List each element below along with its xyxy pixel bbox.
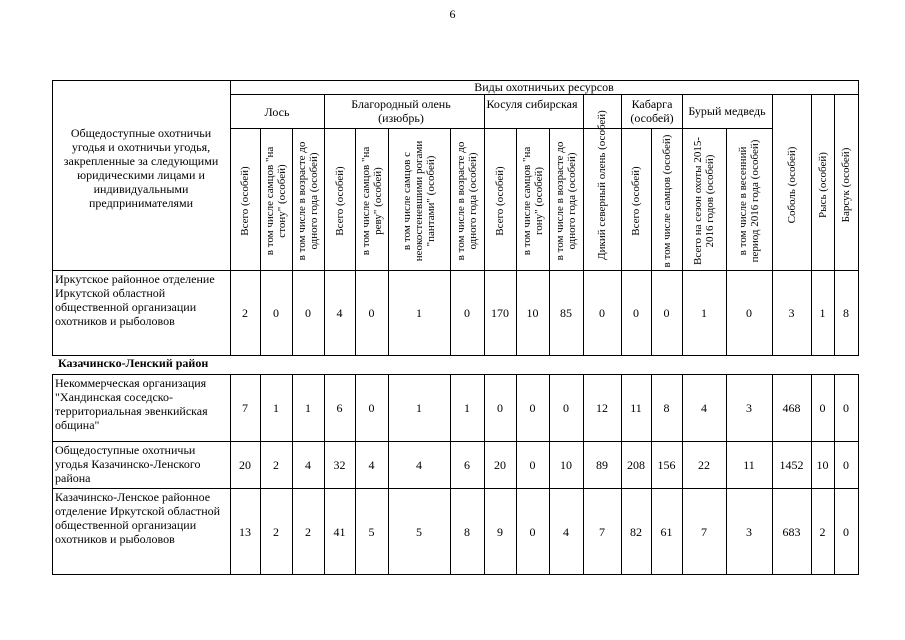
- table-cell: 0: [633, 306, 639, 320]
- table-cell: 11: [743, 457, 755, 472]
- table-cell: 4: [336, 306, 343, 320]
- table-cell: 0: [746, 306, 752, 320]
- table-cell: 13: [239, 524, 251, 539]
- column-header-9: в том числе самцов "на гону" (особей): [520, 146, 545, 256]
- column-header-2: в том числе самцов "на стону" (особей): [264, 146, 288, 256]
- row-header: Общедоступные охотничьи угодья и охотничьи угодья, закрепленные за следующими юридическими лицами и индивидуальными предпринимателями: [63, 126, 219, 210]
- table-cell: 0: [563, 400, 569, 415]
- column-header-8: Всего (особей): [494, 166, 506, 236]
- table-cell: 10: [816, 457, 829, 472]
- table-cell: 20: [494, 457, 506, 472]
- group-deer: Благородный олень (изюбрь): [351, 97, 451, 125]
- table-cell: 1: [416, 400, 422, 415]
- column-header-11: Дикий северный олень (особей): [596, 110, 608, 260]
- table-cell: 85: [560, 306, 572, 320]
- column-header-17: Рысь (особей): [816, 152, 829, 218]
- table-cell: 3: [746, 524, 752, 539]
- table-cell: 3: [746, 400, 752, 415]
- table-cell: 0: [529, 400, 536, 415]
- table-cell: 4: [368, 457, 375, 472]
- table-cell: 4: [563, 524, 569, 539]
- table-cell: 9: [497, 524, 503, 539]
- table-cell: 3: [788, 306, 795, 320]
- table-cell: 82: [630, 524, 642, 539]
- column-header-13: в том числе самцов (особей): [660, 134, 673, 268]
- row-label: Казачинско-Ленское районное отделение Иркутской областной общественной организации охотников и рыболовов: [55, 490, 221, 546]
- table-cell: 0: [529, 524, 536, 539]
- group-musk: Кабарга (особей): [630, 97, 674, 125]
- column-header-6: в том числе самцов с неокостеневшими рогами "пантами" (особей): [401, 140, 437, 262]
- table-cell: 4: [701, 400, 707, 415]
- table-cell: 468: [782, 400, 801, 415]
- table-cell: 0: [843, 457, 849, 472]
- table-cell: 683: [782, 524, 801, 539]
- table-cell: 1: [701, 306, 707, 320]
- table-cell: 0: [273, 306, 279, 320]
- table-cell: 4: [305, 457, 311, 472]
- row-label: Общедоступные охотничьи угодья Казачинско-Ленского района: [55, 443, 201, 485]
- table-cell: 2: [273, 457, 279, 472]
- table-cell: 10: [526, 306, 539, 320]
- table-cell: 1: [464, 400, 470, 415]
- table-cell: 1: [305, 400, 311, 415]
- table-cell: 1: [273, 400, 279, 415]
- table-cell: 32: [333, 457, 346, 472]
- table-cell: 0: [497, 400, 503, 415]
- table-cell: 61: [660, 524, 673, 539]
- table-cell: 20: [239, 457, 251, 472]
- table-cell: 0: [663, 306, 670, 320]
- table-cell: 0: [464, 306, 470, 320]
- group-bear: Бурый медведь: [688, 104, 766, 118]
- table-cell: 7: [242, 400, 248, 415]
- table-cell: 170: [491, 306, 509, 320]
- table-cell: 0: [819, 400, 826, 415]
- table-cell: 5: [416, 524, 422, 539]
- section-title: Казачинско-Ленский район: [58, 356, 209, 370]
- table-cell: 0: [368, 306, 375, 320]
- table-cell: 41: [333, 524, 346, 539]
- table-cell: 11: [630, 400, 642, 415]
- column-header-12: Всего (особей): [630, 166, 642, 236]
- table-cell: 0: [305, 306, 311, 320]
- table-cell: 8: [843, 306, 849, 320]
- table-cell: 8: [464, 524, 470, 539]
- table-cell: 156: [657, 457, 676, 472]
- column-header-4: Всего (особей): [333, 166, 346, 236]
- table-cell: 2: [242, 306, 248, 320]
- table-cell: 5: [368, 524, 375, 539]
- table-cell: 10: [560, 457, 572, 472]
- table-cell: 2: [819, 524, 826, 539]
- table-cell: 0: [599, 306, 605, 320]
- table-cell: 8: [663, 400, 670, 415]
- table-cell: 4: [416, 457, 422, 472]
- table-cell: 0: [368, 400, 375, 415]
- table-cell: 89: [596, 457, 608, 472]
- group-elk: Лось: [264, 105, 290, 119]
- page-number: 6: [449, 7, 456, 21]
- table-cell: 0: [843, 400, 849, 415]
- resources-title: Виды охотничьих ресурсов: [474, 80, 614, 94]
- table-cell: 2: [305, 524, 311, 539]
- table-cell: 7: [701, 524, 707, 539]
- table-cell: 2: [273, 524, 279, 539]
- table-cell: 1452: [779, 457, 804, 472]
- column-header-7: в том числе в возрасте до одного года (особей): [455, 141, 479, 261]
- column-header-10: в том числе в возрасте до одного года (особей): [554, 141, 578, 261]
- column-header-1: Всего (особей): [239, 166, 251, 236]
- column-header-14: Всего на сезон охоты 2015-2016 годов (особей): [692, 137, 716, 265]
- table-cell: 7: [599, 524, 605, 539]
- column-header-15: в том числе в весенний период 2016 года (особей): [737, 139, 761, 263]
- table-cell: 0: [529, 457, 536, 472]
- column-header-18: Барсук (особей): [840, 147, 852, 223]
- table-cell: 6: [336, 400, 343, 415]
- row-label: Некоммерческая организация "Хандинская соседско-территориальная эвенкийская община": [55, 376, 208, 432]
- table-cell: 1: [819, 306, 826, 320]
- table-cell: 6: [464, 457, 470, 472]
- table-cell: 208: [627, 457, 645, 472]
- column-header-16: Соболь (особей): [785, 146, 798, 224]
- column-header-5: в том числе самцов "на реву" (особей): [359, 146, 384, 256]
- table-cell: 0: [843, 524, 849, 539]
- column-header-3: в том числе в возрасте до одного года (особей): [296, 141, 320, 261]
- table-cell: 22: [698, 457, 710, 472]
- group-roe: Косуля сибирская: [486, 97, 578, 111]
- row-label: Иркутское районное отделение Иркутской областной общественной организации охотников и рыболовов: [55, 272, 215, 328]
- table-cell: 1: [416, 306, 422, 320]
- table-cell: 12: [596, 400, 608, 415]
